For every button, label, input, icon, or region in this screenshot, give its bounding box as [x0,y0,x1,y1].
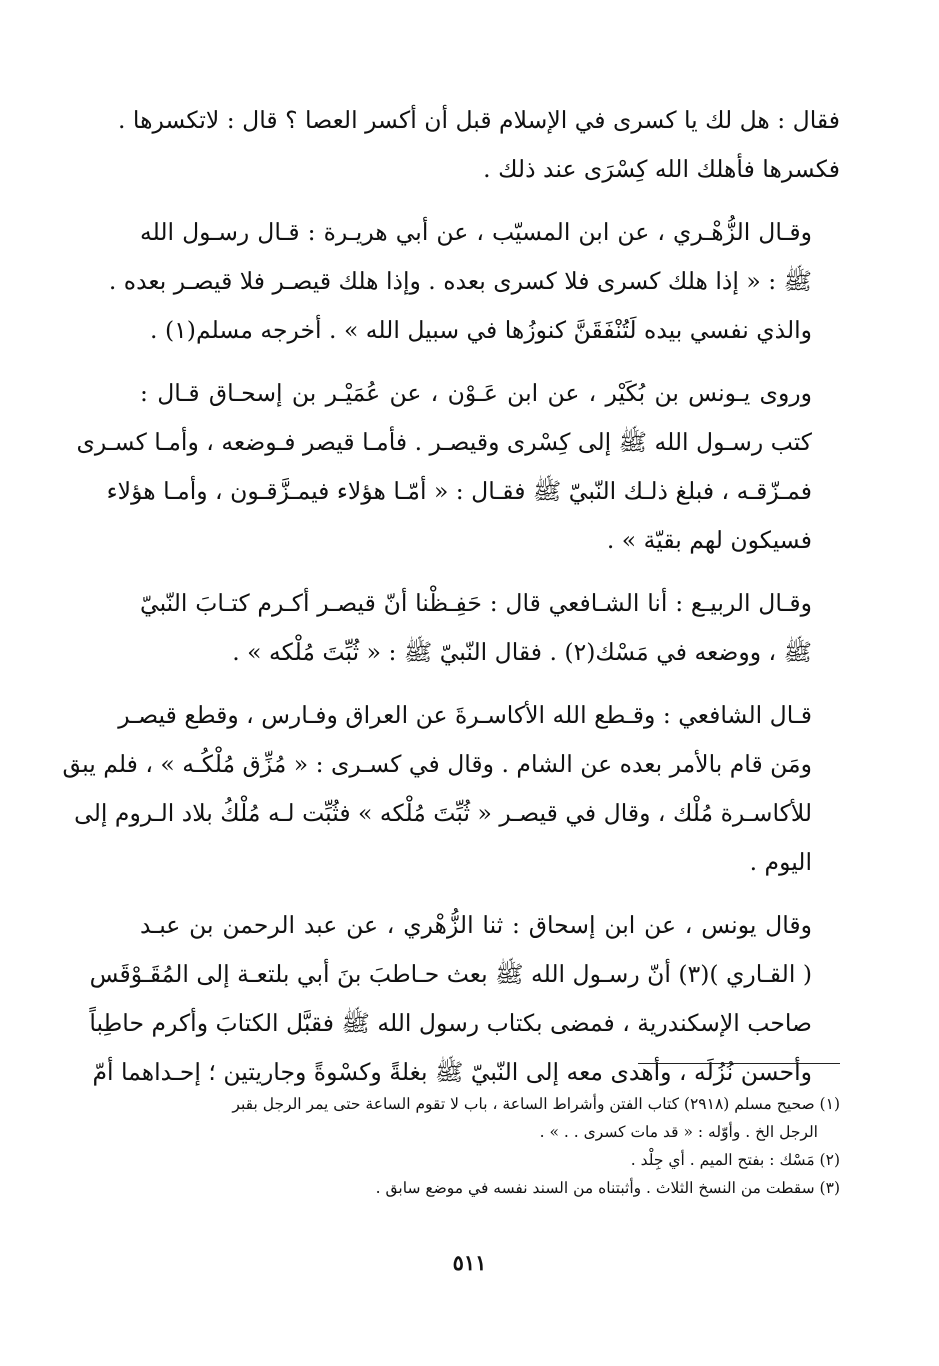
text-line: وقـال الزُّهْـري ، عن ابن المسيّب ، عن أبي هريـرة : قـال رسـول الله [140,218,812,246]
footnote-1 [140,1090,840,1146]
footnote-line: (٢) مَسْك : بفتح الميم . أي جِلْد . [630,1151,840,1169]
text-line: ﷺ : « إذا هلك كسرى فلا كسرى بعده . وإذا هلك قيصـر فلا قيصـر بعده . [108,267,812,295]
text-line: اليوم . [749,848,812,876]
paragraph-4 [140,579,840,677]
text-line: وأحسن نُزُلَه ، وأهدى معه إلى النّبيّ ﷺ بغلةً وكسْوةً وجاريتين ؛ إحـداهما أمّ [92,1058,812,1086]
paragraph-5 [62,691,840,887]
text-line: ومَن قام بالأمر بعده عن الشام . وقال في كسـرى : « مُزِّق مُلْكُـه » ، فلم يبق [62,750,812,778]
text-line: وقـال الربيـع : أنا الشـافعي قال : حَفِـظْنا أنّ قيصـر أكـرم كتـابَ النّبيّ [140,589,812,617]
footnote-3 [140,1174,840,1202]
text-line: قـال الشافعي : وقـطع الله الأكاسـرةَ عن العراق وفـارس ، وقطع قيصـر [118,701,812,729]
footnote-2 [140,1146,840,1174]
text-line: فكسرها فأهلك الله كِسْرَى عند ذلك . [483,155,840,183]
text-line: وقال يونس ، عن ابن إسحاق : ثنا الزُّهْري ، عن عبد الرحمن بن عبـد [140,911,812,939]
text-line: كتب رسـول الله ﷺ إلى كِسْرى وقيصـر . فأمـا قيصر فـوضعه ، وأمـا كسـرى [76,428,812,456]
footnote-separator [638,1063,840,1064]
paragraph-3 [76,369,840,565]
footnote-line: (١) صحيح مسلم (٢٩١٨) كتاب الفتن وأشراط الساعة ، باب لا تقوم الساعة حتى يمر الرجل بقبر [232,1095,840,1113]
page-number: ٥١١ [452,1250,487,1275]
footnote-line: (٣) سقطت من النسخ الثلاث . وأثبتناه من السند نفسه في موضع سابق . [375,1179,840,1197]
paragraph-2 [108,208,840,355]
text-line: وروى يـونس بن بُكَيْر ، عن ابن عَـوْن ، عن عُمَيْـر بن إسحـاق قـال : [140,379,812,407]
main-text [62,96,840,1111]
text-line: فمـزّقـه ، فبلغ ذلـك النّبيّ ﷺ فقـال : « أمّـا هؤلاء فيمـزَّقـون ، وأمـا هؤلاء [106,477,812,505]
text-line: فقال : هل لك يا كسرى في الإسلام قبل أن أكسر العصا ؟ قال : لاتكسرها . [117,106,840,134]
footnote-line: الرجل الخ . وأوّله : « قد مات كسرى . . » . [539,1123,818,1141]
text-line: صاحب الإسكندرية ، فمضى بكتاب رسول الله ﷺ فقبَّل الكتابَ وأكرم حاطِباً [89,1009,812,1037]
text-line: ( القـاري )(٣) أنّ رسـول الله ﷺ بعث حـاطبَ بنَ أبي بلتعـة إلى المُقَـوْقَس [89,960,812,988]
text-line: فسيكون لهم بقيّة » . [606,526,812,554]
text-line: ﷺ ، ووضعه في مَسْك(٢) . فقال النّبيّ ﷺ : « ثُبِّتَ مُلْكه » . [232,638,812,666]
paragraph-1 [117,96,840,194]
paragraph-6 [89,901,840,1097]
text-line: والذي نفسي بيده لَتُنْفَقَنَّ كنوزُها في سبيل الله » . أخرجه مسلم(١) . [150,316,812,344]
footnotes [140,1090,840,1202]
text-line: للأكاسـرة مُلْك ، وقال في قيصـر « ثُبِّتَ مُلْكه » فثُبِّت لـه مُلْكُ بلاد الـروم إلى [74,799,812,827]
